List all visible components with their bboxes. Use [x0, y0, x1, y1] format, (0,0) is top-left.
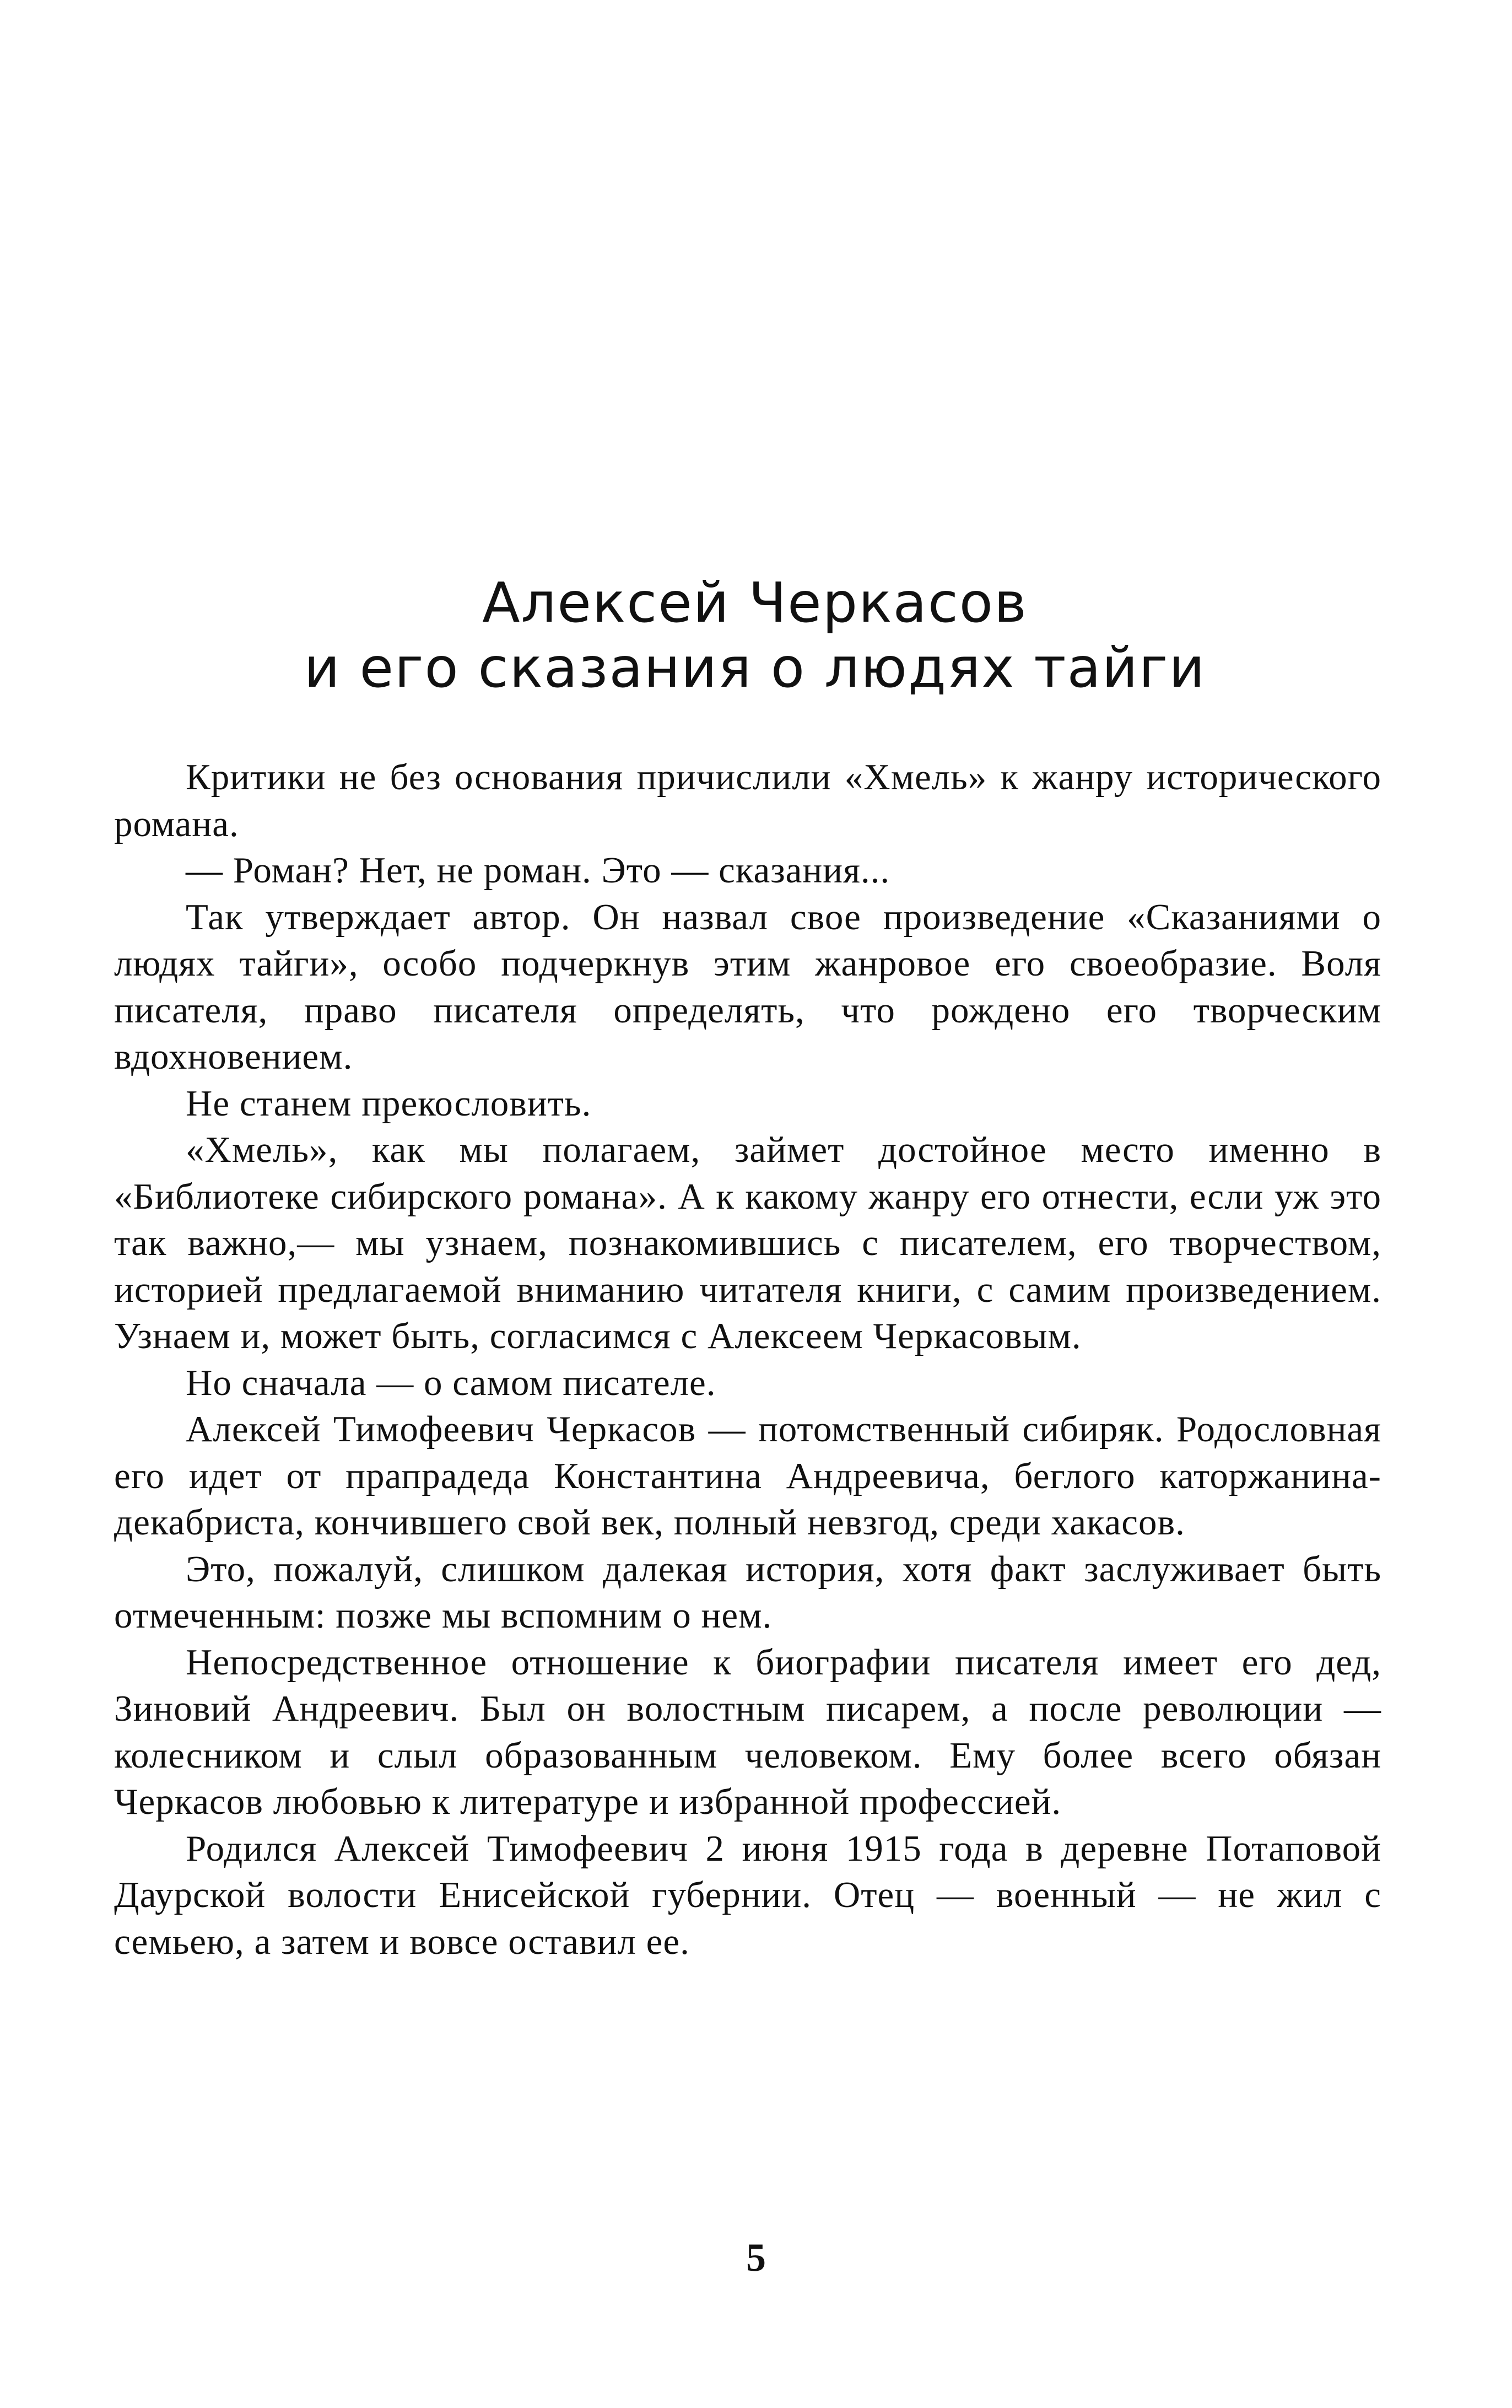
paragraph: Не станем прекословить. — [186, 1082, 592, 1124]
paragraph: Так утверждает автор. Он назвал свое произведение «Сказаниями о людях тайги», особо подчеркнув этим жанровое его своеобразие. Воля писателя, право писателя определять, что рождено его творческим вдохновением. — [114, 896, 1381, 1077]
page-number: 5 — [746, 2235, 766, 2280]
paragraph: Непосредственное отношение к биографии писателя имеет его дед, Зиновий Андреевич. Был он волостным писарем, а после революции — колесником и слыл образованным человеком. Ему более всего обязан Черкасов любовью к литературе и избранной профессией. — [114, 1641, 1381, 1822]
paragraph: Но сначала — о самом писателе. — [186, 1362, 716, 1403]
chapter-title — [110, 570, 1400, 701]
paragraph: «Хмель», как мы полагаем, займет достойное место именно в «Библиотеке сибирского романа». А к какому жанру его отнести, если уж это так важно,— мы узнаем, познакомившись с писателем, его творчеством, историей предлагаемой вниманию читателя книги, с самим произведением. Узнаем и, может быть, согласимся с Алексеем Черкасовым. — [114, 1129, 1381, 1356]
paragraph: Алексей Тимофеевич Черкасов — потомственный сибиряк. Родословная его идет от прапрадеда Константина Андреевича, беглого каторжанина-декабриста, кончившего свой век, полный невзгод, среди хакасов. — [114, 1409, 1381, 1543]
chapter-title-line-2: и его сказания о людях тайги — [304, 635, 1206, 700]
body-text — [114, 754, 1381, 1965]
paragraph: Это, пожалуй, слишком далекая история, хотя факт заслуживает быть отмеченным: позже мы вспомним о нем. — [114, 1548, 1381, 1636]
paragraph: — Роман? Нет, не роман. Это — сказания... — [186, 850, 890, 891]
paragraph: Родился Алексей Тимофеевич 2 июня 1915 года в деревне Потаповой Даурской волости Енисейской губернии. Отец — военный — не жил с семьею, а затем и вовсе оставил ее. — [114, 1828, 1381, 1962]
paragraph: Критики не без основания причислили «Хмель» к жанру исторического романа. — [114, 757, 1381, 844]
chapter-title-line-1: Алексей Черкасов — [482, 570, 1028, 635]
